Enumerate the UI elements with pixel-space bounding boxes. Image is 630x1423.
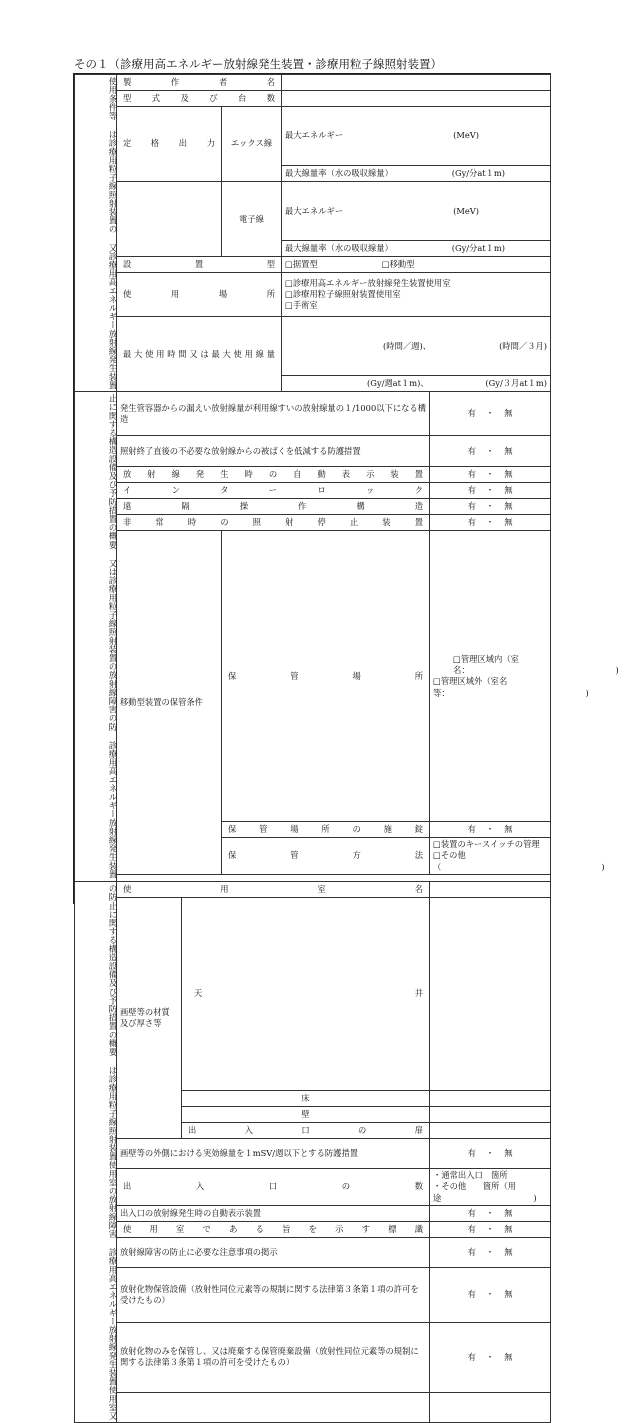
- leak-label: 発生管容器からの漏えい放射線量が利用線すいの放射線量の１/1000以下になる構造: [117, 392, 430, 436]
- outside-dose-label: 画壁等の外側における実効線量を１mSV/週以下とする防護措置: [117, 1139, 430, 1169]
- electron-max-energy-label: 最大エネルギー: [285, 205, 344, 216]
- xray-max-dose-label: 最大線量率（水の吸収線量）: [285, 168, 393, 179]
- rated-output-blank: [117, 182, 222, 257]
- wall-value[interactable]: [430, 1107, 551, 1123]
- room-sign-label: 使用室である旨を示す標識: [117, 1221, 430, 1237]
- disposal-choice[interactable]: 有 ・ 無: [430, 1322, 551, 1392]
- leak-choice[interactable]: 有 ・ 無: [430, 392, 551, 436]
- emergency-label: 非常時の照射停止装置: [117, 515, 430, 531]
- disposal-label: 放射化物のみを保管し、又は廃棄する保管廃棄設備（放射性同位元素等の規制に関する法律第３条第１項の許可を受けたもの）: [117, 1322, 430, 1392]
- ceiling-label: 天井: [182, 897, 430, 1090]
- interlock-label: インターロック: [117, 483, 430, 499]
- room-name-label: 使用室名: [117, 881, 430, 897]
- room-sign-choice[interactable]: 有 ・ 無: [430, 1221, 551, 1237]
- storage-place-label: 保管場所: [222, 531, 430, 822]
- trailing-row-label: [117, 1392, 430, 1422]
- fixed-checkbox[interactable]: □据置型: [285, 259, 318, 270]
- ceiling-value[interactable]: [430, 897, 551, 1090]
- mobile-checkbox[interactable]: □移動型: [381, 259, 415, 270]
- room-auto-display-label: 出入口の放射線発生時の自動表示装置: [117, 1205, 430, 1221]
- storage-method-label: 保管方法: [222, 838, 430, 875]
- install-type-label: 設置型: [117, 257, 282, 273]
- emergency-choice[interactable]: 有 ・ 無: [430, 515, 551, 531]
- section-1-heading: 使用条件等 は診療用粒子線照射装置の 又診療用高エネルギー放射線発生装置: [75, 75, 117, 392]
- normal-entrance-field[interactable]: ・通常出入口 箇所: [433, 1170, 508, 1181]
- section-2-spacer: [117, 874, 551, 881]
- entrance-count-label: 出入口の数: [117, 1169, 430, 1206]
- remote-label: 遠隔操作構造: [117, 499, 430, 515]
- outside-dose-choice[interactable]: 有 ・ 無: [430, 1139, 551, 1169]
- maker-label: 製作者名: [117, 75, 282, 91]
- interlock-choice[interactable]: 有 ・ 無: [430, 483, 551, 499]
- gy-3m-unit: (Gy/３月at１m): [485, 378, 548, 389]
- wall-label: 壁: [182, 1107, 430, 1123]
- form-frame: [73, 73, 619, 1420]
- section-3-heading: の防止に関する構造設備及び予防措置の概要 は診療用粒子線照射装置使用室の放射線障害 診療用高エネルギー放射線発生装置使用室又: [75, 881, 117, 1422]
- model-label: 型式及び台数: [117, 91, 282, 107]
- notice-choice[interactable]: 有 ・ 無: [430, 1237, 551, 1267]
- maker-value[interactable]: [282, 75, 551, 91]
- other-method-checkbox[interactable]: □その他（ ): [433, 850, 605, 872]
- in-area-checkbox[interactable]: □管理区域内（室名： ): [453, 653, 619, 676]
- residual-label: 照射終了直後の不必要な放射線からの被ばくを低減する防護措置: [117, 436, 430, 467]
- auto-display-choice[interactable]: 有 ・ 無: [430, 467, 551, 483]
- storage-equip-label: 放射化物保管設備（放射性同位元素等の規制に関する法律第３条第１項の許可を受けたもの）: [117, 1267, 430, 1322]
- remote-choice[interactable]: 有 ・ 無: [430, 499, 551, 515]
- other-entrance-field[interactable]: ・その他 箇所（用途 ): [433, 1181, 537, 1203]
- floor-label: 床: [182, 1091, 430, 1107]
- model-value[interactable]: [282, 91, 551, 107]
- electron-mev-unit: (MeV): [453, 205, 480, 216]
- door-value[interactable]: [430, 1123, 551, 1139]
- document-title: その１（診療用高エネルギー放射線発生装置・診療用粒子線照射装置）: [74, 57, 442, 71]
- room-name-value[interactable]: [430, 881, 551, 897]
- rated-output-label: 定格出力: [117, 107, 222, 182]
- residual-choice[interactable]: 有 ・ 無: [430, 436, 551, 467]
- out-area-checkbox[interactable]: □管理区域外（室名等： ): [433, 676, 589, 698]
- time-3m-unit: (時間／３月): [499, 340, 548, 351]
- storage-facility-label: 保管場所の施錠: [222, 822, 430, 838]
- form-table: [74, 74, 619, 1423]
- place-surgery-checkbox[interactable]: □手術室: [285, 300, 318, 311]
- auto-display-label: 放射線発生時の自動表示装置: [117, 467, 430, 483]
- xray-gy-unit: (Gy/分at１m): [451, 168, 506, 179]
- notice-label: 放射線障害の防止に必要な注意事項の掲示: [117, 1237, 430, 1267]
- electron-label: 電子線: [222, 182, 282, 257]
- place-particle-room-checkbox[interactable]: □診療用粒子線照射装置使用室: [285, 289, 401, 300]
- section-2-heading: 止に関する構造設備及び予防措置の概要 又は診療用粒子線照射装置の放射線障害の防 診療用高エネルギー放射線発生装置: [75, 392, 117, 881]
- time-week-unit: (時間／週)、: [383, 340, 431, 351]
- xray-max-energy-label: 最大エネルギー: [285, 130, 344, 141]
- gy-week-unit: (Gy/週at１m)、: [367, 378, 429, 389]
- xray-label: エックス線: [222, 107, 282, 182]
- electron-gy-unit: (Gy/分at１m): [451, 243, 506, 254]
- room-auto-display-choice[interactable]: 有 ・ 無: [430, 1205, 551, 1221]
- door-label: 出入口の扉: [182, 1123, 430, 1139]
- mobile-storage-label: 移動型装置の保管条件: [117, 531, 222, 874]
- max-time-label: 最大使用時間又は最大使用線量: [117, 317, 282, 392]
- key-switch-checkbox[interactable]: □装置のキースイッチの管理: [433, 839, 540, 850]
- xray-mev-unit: (MeV): [453, 130, 480, 141]
- electron-max-dose-label: 最大線量率（水の吸収線量）: [285, 243, 393, 254]
- use-place-label: 使用場所: [117, 273, 282, 317]
- wall-material-label: 画壁等の材質及び厚さ等: [117, 897, 182, 1138]
- storage-facility-choice[interactable]: 有 ・ 無: [430, 822, 551, 838]
- trailing-row-value: [430, 1392, 551, 1422]
- floor-value[interactable]: [430, 1091, 551, 1107]
- place-hef-room-checkbox[interactable]: □診療用高エネルギー放射線発生装置使用室: [285, 277, 451, 288]
- storage-equip-choice[interactable]: 有 ・ 無: [430, 1267, 551, 1322]
